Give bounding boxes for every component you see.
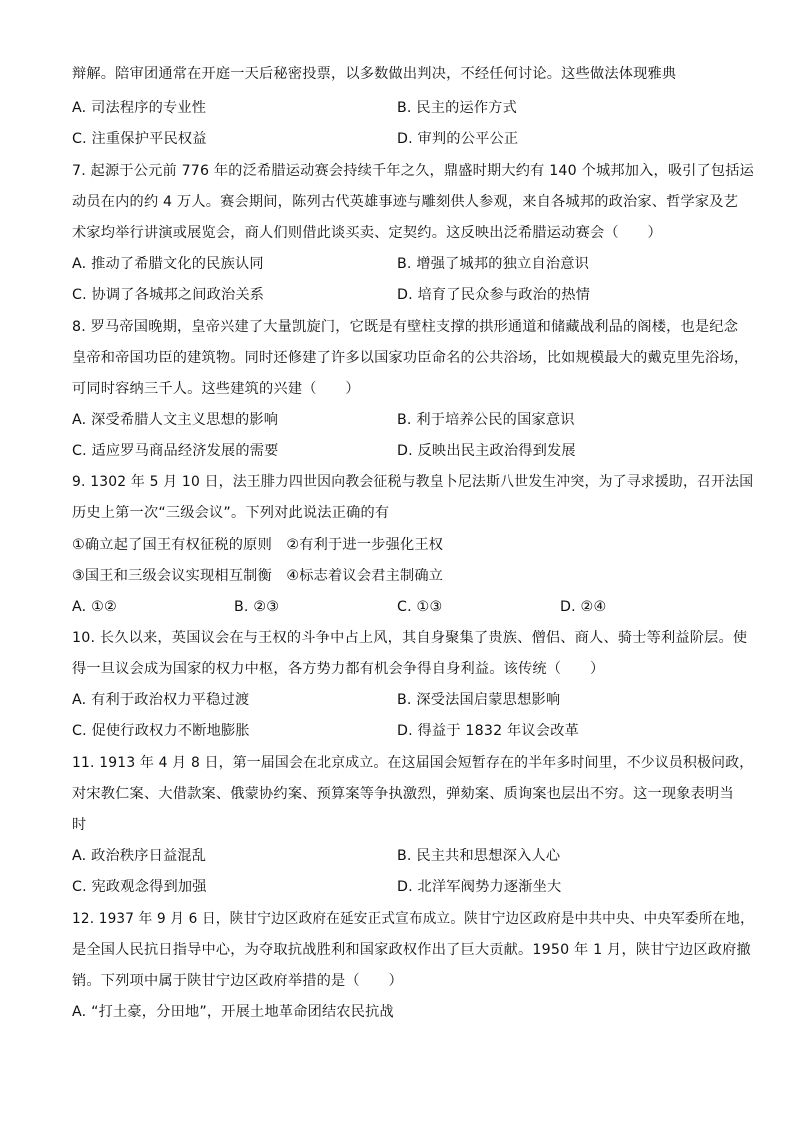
q11-option-c: C. 宪政观念得到加强 — [72, 879, 207, 895]
q9-option-d: D. ②④ — [560, 599, 607, 615]
q6-option-c: C. 注重保护平民权益 — [72, 131, 207, 147]
q9-option-b: B. ②③ — [234, 599, 280, 615]
q8-option-a: A. 深受希腊人文主义思想的影响 — [72, 412, 279, 428]
q11-stem-line-2: 对宋教仁案、大借款案、俄蒙协约案、预算案等争执激烈，弹劾案、质询案也层出不穷。这一现象表明当 — [72, 786, 734, 802]
q7-option-a: A. 推动了希腊文化的民族认同 — [72, 256, 264, 272]
q7-stem-line-1: 7. 起源于公元前 776 年的泛希腊运动赛会持续千年之久，鼎盛时期大约有 140 个城邦加入，吸引了包括运 — [72, 163, 755, 179]
q9-statement-line-2: ③国王和三级会议实现相互制衡 ④标志着议会君主制确立 — [72, 568, 444, 584]
q11-stem-line-3: 时 — [72, 817, 87, 833]
q11-option-a: A. 政治秩序日益混乱 — [72, 848, 207, 864]
q8-option-c: C. 适应罗马商品经济发展的需要 — [72, 443, 279, 459]
q8-stem-line-1: 8. 罗马帝国晚期，皇帝兴建了大量凯旋门，它既是有壁柱支撑的拱形通道和储藏战利品的阁楼，也是纪念 — [72, 319, 739, 335]
q11-stem-line-1: 11. 1913 年 4 月 8 日，第一届国会在北京成立。在这届国会短暂存在的半年多时间里，不少议员积极问政， — [72, 755, 754, 771]
q8-option-b: B. 利于培养公民的国家意识 — [397, 412, 575, 428]
q8-stem-line-2: 皇帝和帝国功臣的建筑物。同时还修建了许多以国家功臣命名的公共浴场，比如规模最大的戴克里先浴场， — [72, 350, 749, 366]
q10-option-c: C. 促使行政权力不断地膨胀 — [72, 723, 250, 739]
q11-option-d: D. 北洋军阀势力逐渐坐大 — [397, 879, 562, 895]
q8-option-d: D. 反映出民主政治得到发展 — [397, 443, 576, 459]
q6-stem-tail: 辩解。陪审团通常在开庭一天后秘密投票，以多数做出判决，不经任何讨论。这些做法体现雅典 — [72, 66, 677, 82]
q12-stem-line-2: 是全国人民抗日指导中心，为夺取抗战胜利和国家政权作出了巨大贡献。1950 年 1 月，陕甘宁边区政府撤 — [72, 942, 751, 958]
q7-stem-line-2: 动员在内的约 4 万人。赛会期间，陈列古代英雄事迹与雕刻供人参观，来自各城邦的政治家、哲学家及艺 — [72, 194, 739, 210]
q6-option-d: D. 审判的公平公正 — [397, 131, 519, 147]
q10-option-b: B. 深受法国启蒙思想影响 — [397, 692, 561, 708]
q7-option-d: D. 培育了民众参与政治的热情 — [397, 287, 591, 303]
q7-option-b: B. 增强了城邦的独立自治意识 — [397, 256, 590, 272]
q10-option-d: D. 得益于 1832 年议会改革 — [397, 723, 579, 739]
q9-option-a: A. ①② — [72, 599, 117, 615]
q7-stem-line-3: 术家均举行讲演或展览会，商人们则借此谈买卖、定契约。这反映出泛希腊运动赛会（ ） — [72, 225, 662, 241]
q9-stem-line-1: 9. 1302 年 5 月 10 日，法王腓力四世因向教会征税与教皇卜尼法斯八世发生冲突，为了寻求援助，召开法国 — [72, 474, 754, 490]
q10-stem-line-2: 得一旦议会成为国家的权力中枢，各方势力都有机会争得自身利益。该传统（ ） — [72, 661, 605, 677]
q6-option-a: A. 司法程序的专业性 — [72, 100, 207, 116]
q12-option-a: A. “打土豪，分田地”，开展土地革命团结农民抗战 — [72, 1004, 394, 1020]
q7-option-c: C. 协调了各城邦之间政治关系 — [72, 287, 265, 303]
q9-stem-line-2: 历史上第一次“三级会议”。下列对此说法正确的有 — [72, 505, 390, 521]
q10-option-a: A. 有利于政治权力平稳过渡 — [72, 692, 250, 708]
q12-stem-line-1: 12. 1937 年 9 月 6 日，陕甘宁边区政府在延安正式宣布成立。陕甘宁边区政府是中共中央、中央军委所在地， — [72, 911, 754, 927]
q10-stem-line-1: 10. 长久以来，英国议会在与王权的斗争中占上风，其自身聚集了贵族、僧侣、商人、骑士等利益阶层。使 — [72, 630, 748, 646]
q11-option-b: B. 民主共和思想深入人心 — [397, 848, 561, 864]
q6-option-b: B. 民主的运作方式 — [397, 100, 518, 116]
q8-stem-line-3: 可同时容纳三千人。这些建筑的兴建（ ） — [72, 381, 360, 397]
q12-stem-line-3: 销。下列项中属于陕甘宁边区政府举措的是（ ） — [72, 973, 403, 989]
q9-option-c: C. ①③ — [397, 599, 443, 615]
q9-statement-line-1: ①确立起了国王有权征税的原则 ②有利于进一步强化王权 — [72, 537, 444, 553]
